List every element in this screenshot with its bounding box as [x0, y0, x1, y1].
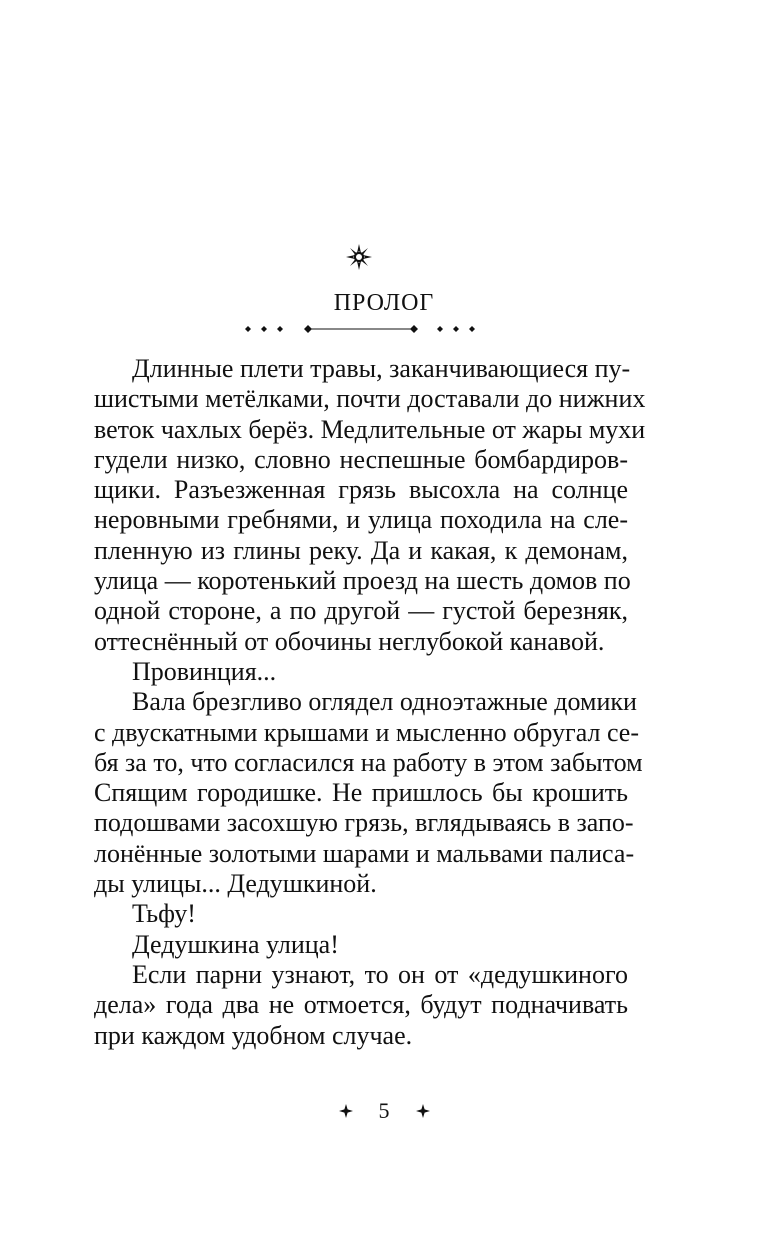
chapter-title: ПРОЛОГ [333, 290, 435, 316]
text-line: с двускатными крышами и мысленно обругал се- [94, 717, 640, 747]
prologue-text [94, 354, 646, 1051]
star-sun-ornament-icon [344, 242, 374, 272]
text-line: подошвами засохшую грязь, вглядываясь в запо- [94, 808, 634, 838]
text-line: щики. Разъезженная грязь высохла на солнце [94, 475, 628, 505]
text-line: Дедушкина улица! [132, 929, 339, 959]
text-line: гудели низко, словно неспешные бомбардиров- [94, 444, 628, 474]
text-line: бя за то, что согласился на работу в этом забытом [94, 747, 643, 777]
dotted-diamond-rule-icon [240, 322, 480, 336]
text-line: Длинные плети травы, заканчивающиеся пу- [132, 354, 631, 383]
text-line: веток чахлых берёз. Медлительные от жары мухи [94, 414, 646, 444]
text-line: Если парни узнают, то он от «дедушкиного [132, 959, 628, 989]
text-line: ды улицы... Дедушкиной. [94, 869, 377, 899]
text-line: при каждом удобном случае. [94, 1020, 413, 1050]
text-line: Провинция... [132, 656, 277, 686]
text-line: дела» года два не отмоется, будут подначивать [94, 990, 628, 1020]
text-line: оттеснённый от обочины неглубокой канавой. [94, 626, 605, 656]
four-point-star-icon [339, 1104, 353, 1118]
page-number: 5 [378, 1098, 390, 1123]
text-line: шистыми метёлками, почти доставали до нижних [94, 384, 646, 414]
text-line: улица — коротенький проезд на шесть домов по [94, 566, 631, 596]
page-footer [0, 1096, 768, 1126]
text-line: Тьфу! [132, 899, 196, 929]
text-line: лонённые золотыми шарами и мальвами палиса- [94, 838, 635, 868]
text-line: неровными гребнями, и улица походила на сле- [94, 505, 628, 535]
text-line: одной стороне, а по другой — густой березняк, [94, 596, 628, 626]
four-point-star-icon [416, 1104, 430, 1118]
text-line: Вала брезгливо оглядел одноэтажные домики [132, 687, 637, 717]
text-line: пленную из глины реку. Да и какая, к демонам, [94, 535, 628, 565]
text-line: Спящим городишке. Не пришлось бы крошить [94, 778, 628, 808]
